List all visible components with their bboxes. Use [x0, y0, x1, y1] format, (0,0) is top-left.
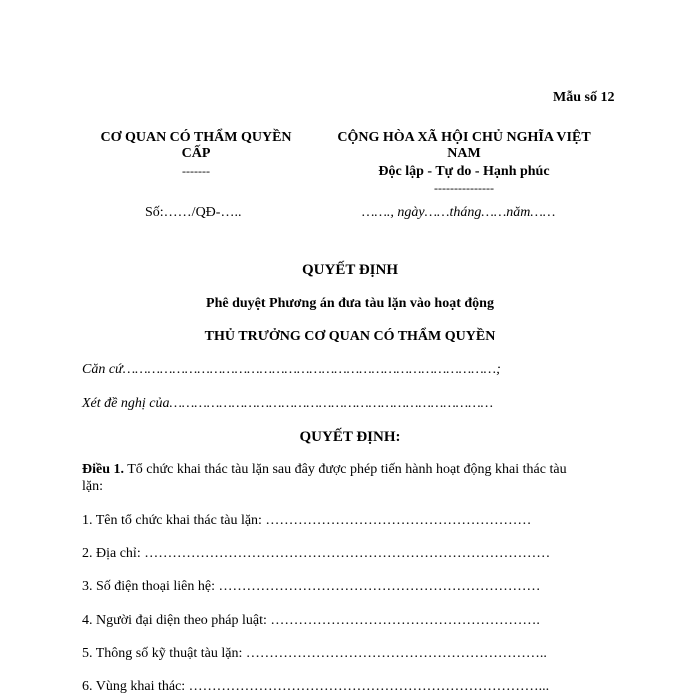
basis-can-cu: Căn cứ………………………………………………………………………………;: [82, 362, 501, 377]
list-item: 3. Số điện thoại liên hệ: ……………………………………………………………: [82, 579, 541, 594]
date-line: ……., ngày……tháng……năm……: [362, 205, 556, 220]
agency-name: [80, 130, 312, 162]
document-subtitle: Phê duyệt Phương án đưa tàu lặn vào hoạt động: [206, 296, 494, 311]
basis-xet-de-nghi: Xét đề nghị của……………………………………………………………………: [82, 396, 494, 411]
national-motto: Độc lập - Tự do - Hạnh phúc: [378, 164, 550, 179]
list-item: 4. Người đại diện theo pháp luật: ………………………………………………….: [82, 613, 540, 628]
country-name-line1: CỘNG HÒA XÃ HỘI CHỦ NGHĨA VIỆT: [337, 130, 591, 145]
decision-heading: QUYẾT ĐỊNH:: [299, 429, 401, 445]
country-name: [316, 130, 612, 162]
motto-separator: ---------------: [434, 181, 494, 195]
article-1-label: Điều 1.: [82, 462, 124, 477]
list-item: 6. Vùng khai thác: …………………………………………………………………...: [82, 679, 550, 694]
agency-name-line1: CƠ QUAN CÓ THẨM QUYỀN: [100, 130, 292, 145]
agency-separator: -------: [182, 164, 210, 178]
list-item: 5. Thông số kỹ thuật tàu lặn: ………………………………………………………..: [82, 646, 547, 661]
article-1-text: Tổ chức khai thác tàu lặn sau đây được phép tiến hành hoạt động khai thác tàu: [124, 462, 567, 477]
decision-number: Số:……/QĐ-…..: [145, 205, 242, 220]
form-number: Mẫu số 12: [553, 90, 615, 105]
article-1: [82, 462, 567, 478]
country-name-line2: NAM: [447, 146, 481, 161]
list-item: 2. Địa chỉ: ……………………………………………………………………………: [82, 546, 551, 561]
agency-name-line2: CẤP: [181, 146, 211, 161]
document-title: QUYẾT ĐỊNH: [302, 262, 398, 278]
article-1-text-line2: lặn:: [82, 479, 103, 494]
list-item: 1. Tên tổ chức khai thác tàu lặn: …………………………………………………: [82, 513, 532, 528]
authority-heading: THỦ TRƯỞNG CƠ QUAN CÓ THẨM QUYỀN: [204, 329, 496, 344]
